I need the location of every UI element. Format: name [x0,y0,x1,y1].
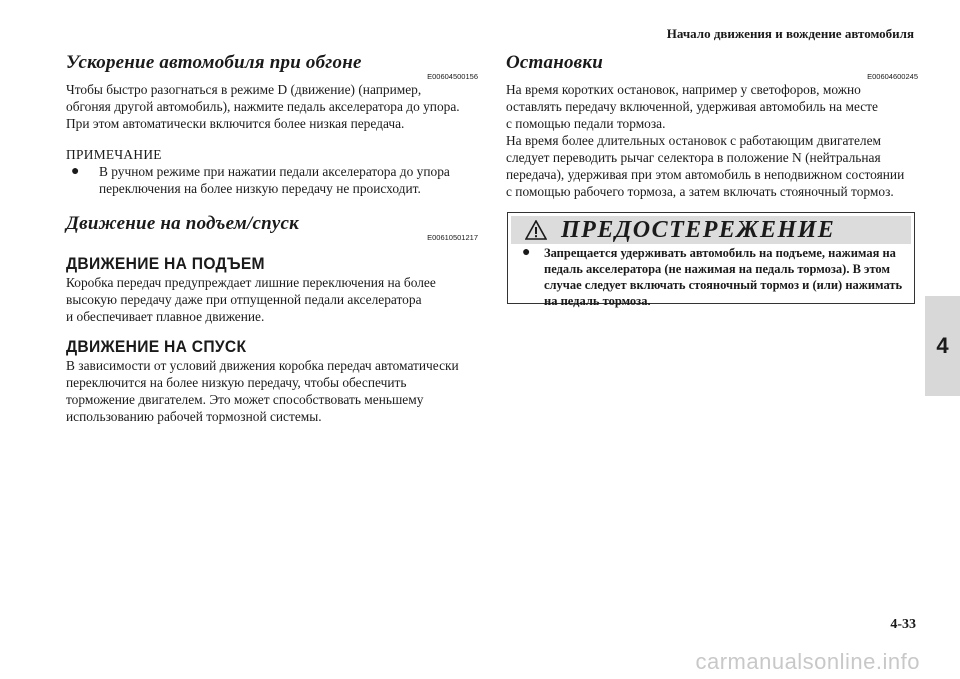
right-column [506,52,918,200]
uphill-text: Коробка передач предупреждает лишние переключения на более высокую передачу даже при отпущенной педали акселератора и обеспечивает плавное движение. [66,275,436,324]
section-title-stops: Остановки [506,52,603,73]
left-column [66,52,478,425]
downhill-text: В зависимости от условий движения коробка передач автоматически переключится на более низкую передачу, чтобы обеспечить торможение двигателем. Это может способствовать меньшему использованию рабочей тормозной системы. [66,358,459,424]
bullet-icon: ● [522,245,531,260]
section-code: E00604500156 [427,72,478,81]
warning-title: ПРЕДОСТЕРЕЖЕНИЕ [561,216,836,243]
warning-triangle-icon [525,220,547,240]
chapter-tab: 4 [925,296,960,396]
note-bullet-text: В ручном режиме при нажатии педали акселератора до упора переключения на более низкую передачу не происходит. [99,164,450,196]
overtaking-text: Чтобы быстро разогнаться в режиме D (движение) (например, обгоняя другой автомобиль), нажмите педаль акселератора до упора. При этом автоматически включится более низкая передача. [66,82,460,131]
page-number: 4-33 [890,617,916,632]
warning-bullet-text: Запрещается удерживать автомобиль на подъеме, нажимая на педаль акселератора (не нажимая на педаль тормоза). В этом случае следует включать стояночный тормоз и (или) нажимать на педаль тормоза. [544,246,903,308]
section-code: E00610501217 [427,233,478,242]
note-bullet [66,163,478,197]
warning-body [516,245,906,309]
section-code: E00604600245 [867,72,918,81]
subheading-uphill: ДВИЖЕНИЕ НА ПОДЪЕМ [66,254,265,273]
warning-bullet [516,245,906,309]
warning-box [507,212,915,308]
warning-header [511,216,911,244]
watermark: carmanualsonline.info [695,649,920,674]
bullet-icon: ● [71,164,80,179]
note-heading: ПРИМЕЧАНИЕ [66,147,162,162]
subheading-downhill: ДВИЖЕНИЕ НА СПУСК [66,337,247,356]
section-title-overtaking: Ускорение автомобиля при обгоне [66,52,362,73]
section-title-slopes: Движение на подъем/спуск [66,213,299,234]
stops-text: На время коротких остановок, например у светофоров, можно оставлять передачу включенной, удерживая автомобиль на месте с помощью педали тормоза. На время более длительных остановок с работающим двигателем следует переводить рычаг селектора в положение N (нейтральная передача), удерживая при этом автомобиль в неподвижном состоянии с помощью рабочего тормоза, а затем включать стояночный тормоз. [506,82,905,199]
running-header: Начало движения и вождение автомобиля [666,26,914,41]
